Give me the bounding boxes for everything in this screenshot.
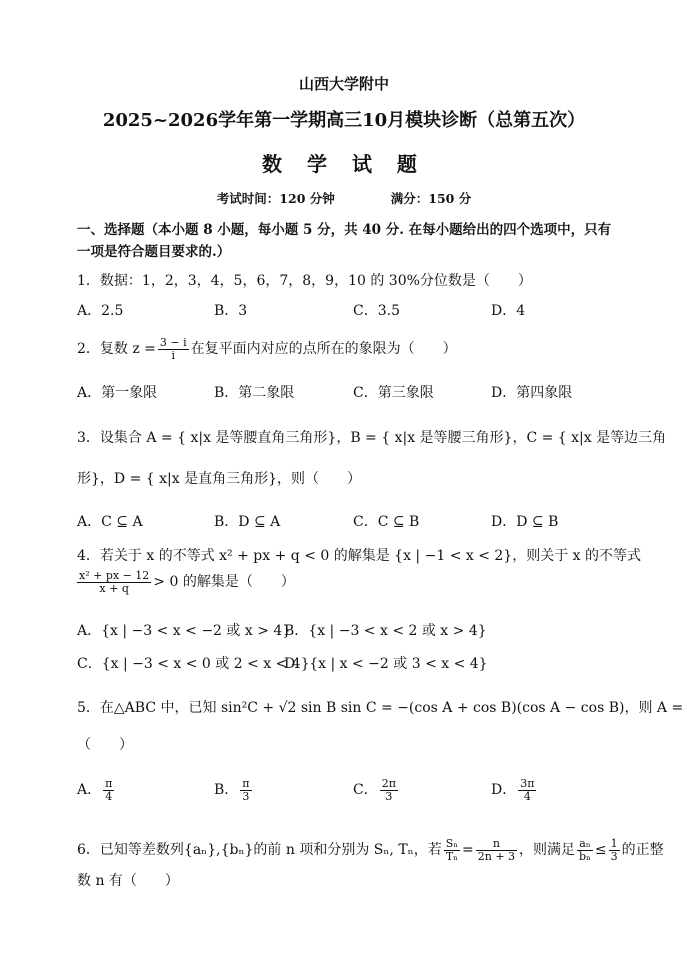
question-4-option-b: B．{x | −3 < x < 2 或 x > 4} [284,623,487,639]
less-equal-sign: ≤ [594,842,607,858]
question-5-option-a [77,776,116,804]
option-label: B． [214,782,239,798]
question-2-stem [77,334,457,364]
option-fraction [240,778,251,803]
question-4-option-d: D．{x | x < −2 或 3 < x < 4} [284,656,488,672]
question-2-option-a: A．第一象限 [77,385,158,401]
option-fraction [103,778,114,803]
question-3-line2: 形}，D = { x|x 是直角三角形}，则（ ） [77,471,361,487]
option-label: A． [77,782,102,798]
question-3-option-d: D．D ⊆ B [491,514,559,530]
question-2-fraction [158,337,189,362]
exam-title: 2025~2026学年第一学期高三10月模块诊断（总第五次） [102,110,586,131]
fraction-numerator: 1 [610,836,618,850]
exam-time: 考试时间：120 分钟 [216,191,335,206]
question-4-option-a: A．{x | −3 < x < −2 或 x > 4} [77,623,292,639]
question-1-option-a: A．2.5 [77,303,124,319]
question-6-line2: 数 n 有（ ） [77,873,179,889]
question-1-option-d: D．4 [491,303,526,319]
question-5-option-b [214,776,254,804]
option-label: C． [353,782,378,798]
fraction-numerator: π [105,776,113,790]
exam-meta [0,189,688,207]
fraction-denominator: 3 [610,849,618,863]
question-2-suffix: 在复平面内对应的点所在的象限为（ ） [190,341,457,357]
section-heading-line1: 一、选择题（本小题 8 小题，每小题 5 分，共 40 分. 在每小题给出的四个选项中，只有 [77,222,612,238]
question-3-option-b: B．D ⊆ A [214,514,281,530]
question-5-line2: （ ） [77,737,133,753]
question-6-fraction-ab [577,838,593,863]
question-4-fraction [77,570,151,595]
fraction-numerator: aₙ [577,838,593,851]
fraction-denominator: x + q [99,581,129,595]
question-4-line1: 4．若关于 x 的不等式 x² + px + q < 0 的解集是 {x | −1 < x < 2}，则关于 x 的不等式 [77,548,642,564]
question-4-line2 [77,567,295,597]
question-6-suffix: 的正整 [621,842,664,858]
fraction-denominator: Tₙ [445,849,458,863]
fraction-denominator: 3 [242,789,250,803]
question-2-option-b: B．第二象限 [214,385,295,401]
fraction-denominator: 2n + 3 [477,849,516,863]
question-5-option-c [353,776,400,804]
fraction-numerator: 3 − i [159,335,187,349]
option-fraction [518,778,536,803]
question-4-option-c: C．{x | −3 < x < 0 或 2 < x < 4} [77,656,310,672]
fraction-numerator: 3π [520,776,535,790]
question-5-line1: 5．在△ABC 中，已知 sin²C + √2 sin B sin C = −(cos A + cos B)(cos A − cos B)，则 A = [77,700,684,716]
fraction-numerator: Sₙ [445,836,459,850]
question-2-option-c: C．第三象限 [353,385,434,401]
question-3-option-a: A．C ⊆ A [77,514,143,530]
equals-sign: = [462,842,474,858]
question-1-option-b: B．3 [214,303,248,319]
fraction-denominator: 4 [523,789,531,803]
question-2-option-d: D．第四象限 [491,385,573,401]
question-6-fraction-n [476,838,517,863]
question-5-option-d [491,776,538,804]
option-fraction [380,778,398,803]
question-3-option-c: C．C ⊆ B [353,514,420,530]
question-6-fraction-third [609,838,620,863]
question-1-option-c: C．3.5 [353,303,400,319]
fraction-denominator: 3 [385,789,393,803]
question-6-prefix: 6．已知等差数列{aₙ},{bₙ}的前 n 项和分别为 Sₙ, Tₙ，若 [77,842,442,858]
fraction-numerator: 2π [381,776,396,790]
question-1-stem: 1．数据：1，2，3，4，5，6，7，8，9，10 的 30%分位数是（ ） [77,273,532,289]
fraction-denominator: bₙ [579,849,591,863]
fraction-numerator: π [242,776,250,790]
fraction-numerator: n [476,838,517,851]
fraction-denominator: i [171,348,176,362]
exam-score: 满分：150 分 [390,191,472,206]
question-2-prefix: 2．复数 z = [77,341,156,357]
subject-title: 数 学 试 题 [262,152,426,176]
fraction-denominator: 4 [105,789,113,803]
question-6-middle: ，则满足 [519,842,576,858]
question-3-line1: 3．设集合 A = { x|x 是等腰直角三角形}，B = { x|x 是等腰三角形}，C = { x|x 是等边三角 [77,430,667,446]
school-name: 山西大学附中 [298,75,389,93]
option-label: D． [491,782,517,798]
question-6-line1 [77,835,664,865]
question-4-suffix: > 0 的解集是（ ） [153,574,295,590]
fraction-numerator: x² + px − 12 [79,568,150,582]
question-6-fraction-st [444,838,460,863]
section-heading-line2: 一项是符合题目要求的.） [77,244,231,260]
